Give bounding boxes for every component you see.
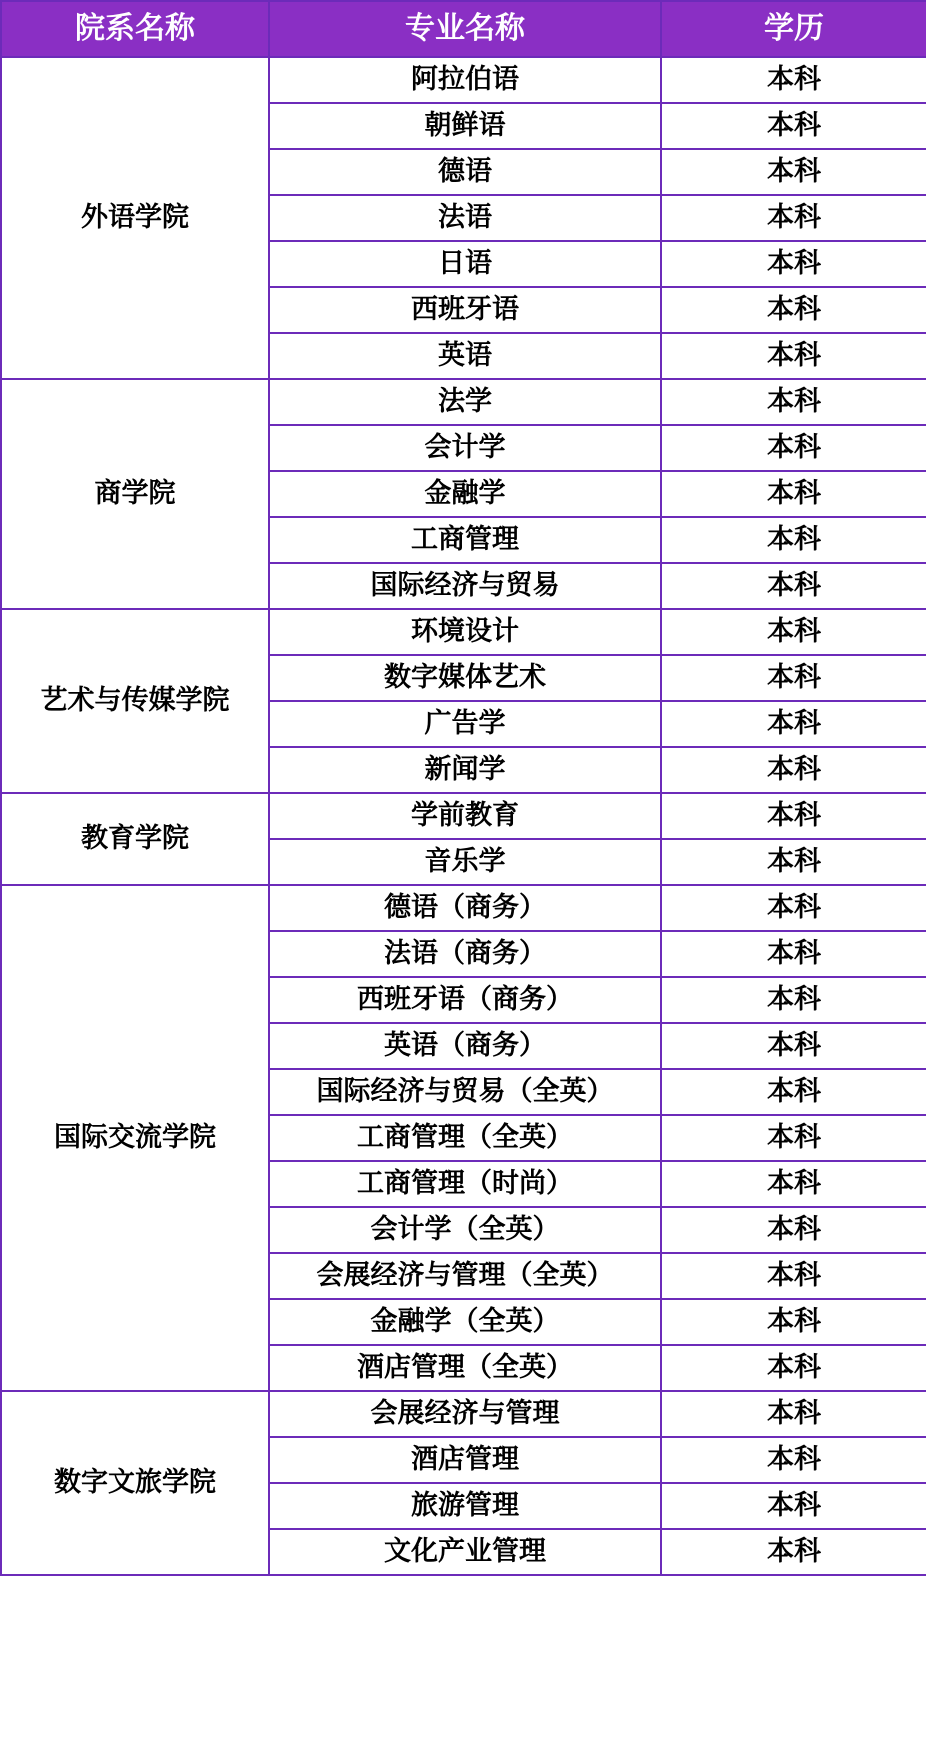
- degree-cell: 本科: [661, 1207, 926, 1253]
- degree-cell: 本科: [661, 839, 926, 885]
- degree-cell: 本科: [661, 195, 926, 241]
- table-body: [1, 57, 926, 1575]
- degree-cell: 本科: [661, 149, 926, 195]
- degree-cell: 本科: [661, 241, 926, 287]
- major-cell: 日语: [269, 241, 661, 287]
- table-row: [1, 793, 926, 839]
- department-cell: 国际交流学院: [1, 885, 269, 1391]
- degree-cell: 本科: [661, 333, 926, 379]
- major-cell: 会计学: [269, 425, 661, 471]
- major-cell: 阿拉伯语: [269, 57, 661, 103]
- degree-cell: 本科: [661, 977, 926, 1023]
- degree-cell: 本科: [661, 563, 926, 609]
- degree-cell: 本科: [661, 1437, 926, 1483]
- major-cell: 英语: [269, 333, 661, 379]
- table-header: [1, 1, 926, 57]
- major-cell: 新闻学: [269, 747, 661, 793]
- degree-cell: 本科: [661, 1529, 926, 1575]
- major-cell: 法学: [269, 379, 661, 425]
- major-cell: 环境设计: [269, 609, 661, 655]
- table-row: [1, 379, 926, 425]
- degree-cell: 本科: [661, 1391, 926, 1437]
- major-cell: 工商管理（全英）: [269, 1115, 661, 1161]
- degree-cell: 本科: [661, 425, 926, 471]
- degree-cell: 本科: [661, 885, 926, 931]
- major-cell: 酒店管理（全英）: [269, 1345, 661, 1391]
- major-cell: 朝鲜语: [269, 103, 661, 149]
- major-cell: 金融学: [269, 471, 661, 517]
- major-cell: 学前教育: [269, 793, 661, 839]
- column-header-degree: 学历: [661, 1, 926, 57]
- major-cell: 英语（商务）: [269, 1023, 661, 1069]
- degree-cell: 本科: [661, 655, 926, 701]
- major-cell: 国际经济与贸易（全英）: [269, 1069, 661, 1115]
- table-row: [1, 885, 926, 931]
- major-cell: 音乐学: [269, 839, 661, 885]
- degree-cell: 本科: [661, 793, 926, 839]
- department-cell: 外语学院: [1, 57, 269, 379]
- degree-cell: 本科: [661, 701, 926, 747]
- degree-cell: 本科: [661, 287, 926, 333]
- degree-cell: 本科: [661, 1161, 926, 1207]
- major-cell: 西班牙语: [269, 287, 661, 333]
- degree-cell: 本科: [661, 471, 926, 517]
- major-cell: 会计学（全英）: [269, 1207, 661, 1253]
- major-cell: 旅游管理: [269, 1483, 661, 1529]
- major-cell: 数字媒体艺术: [269, 655, 661, 701]
- major-cell: 法语（商务）: [269, 931, 661, 977]
- department-cell: 教育学院: [1, 793, 269, 885]
- table-row: [1, 609, 926, 655]
- degree-cell: 本科: [661, 1345, 926, 1391]
- table-row: [1, 1391, 926, 1437]
- degree-cell: 本科: [661, 103, 926, 149]
- major-cell: 工商管理（时尚）: [269, 1161, 661, 1207]
- department-cell: 商学院: [1, 379, 269, 609]
- major-cell: 国际经济与贸易: [269, 563, 661, 609]
- major-cell: 德语: [269, 149, 661, 195]
- table-header-row: [1, 1, 926, 57]
- column-header-department: 院系名称: [1, 1, 269, 57]
- degree-cell: 本科: [661, 609, 926, 655]
- degree-cell: 本科: [661, 1069, 926, 1115]
- major-cell: 广告学: [269, 701, 661, 747]
- degree-cell: 本科: [661, 379, 926, 425]
- degree-cell: 本科: [661, 1253, 926, 1299]
- degree-cell: 本科: [661, 931, 926, 977]
- major-cell: 酒店管理: [269, 1437, 661, 1483]
- degree-cell: 本科: [661, 1299, 926, 1345]
- degree-cell: 本科: [661, 517, 926, 563]
- degree-cell: 本科: [661, 1023, 926, 1069]
- degree-cell: 本科: [661, 1483, 926, 1529]
- department-cell: 数字文旅学院: [1, 1391, 269, 1575]
- degree-cell: 本科: [661, 1115, 926, 1161]
- degree-cell: 本科: [661, 57, 926, 103]
- major-cell: 西班牙语（商务）: [269, 977, 661, 1023]
- major-cell: 会展经济与管理（全英）: [269, 1253, 661, 1299]
- major-cell: 会展经济与管理: [269, 1391, 661, 1437]
- major-cell: 工商管理: [269, 517, 661, 563]
- column-header-major: 专业名称: [269, 1, 661, 57]
- major-cell: 德语（商务）: [269, 885, 661, 931]
- department-cell: 艺术与传媒学院: [1, 609, 269, 793]
- table-row: [1, 57, 926, 103]
- major-cell: 法语: [269, 195, 661, 241]
- major-cell: 金融学（全英）: [269, 1299, 661, 1345]
- major-cell: 文化产业管理: [269, 1529, 661, 1575]
- degree-cell: 本科: [661, 747, 926, 793]
